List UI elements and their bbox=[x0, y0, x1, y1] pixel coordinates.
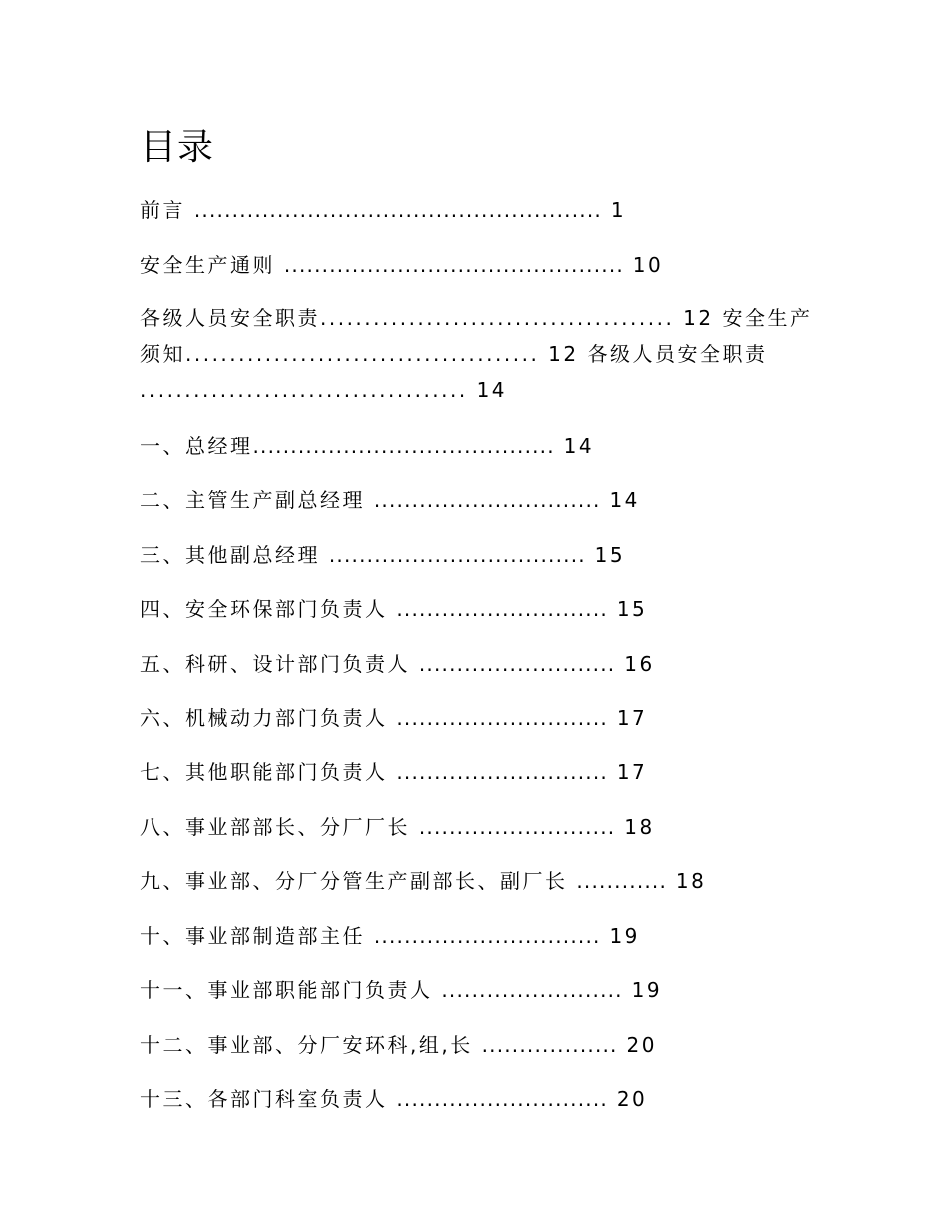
toc-entry bbox=[140, 595, 647, 623]
toc-entry-label: 十三、各部门科室负责人 bbox=[140, 1087, 397, 1111]
toc-merged-line: 各级人员安全职责........................................ 12 安全生产 bbox=[140, 306, 813, 330]
toc-entry bbox=[140, 1031, 657, 1059]
toc-entry bbox=[140, 541, 625, 569]
toc-merged-paragraph bbox=[140, 300, 820, 408]
toc-page-number: 15 bbox=[607, 597, 648, 621]
toc-entry-label: 十、事业部制造部主任 bbox=[140, 924, 374, 948]
toc-page-number: 20 bbox=[607, 1087, 648, 1111]
toc-entry bbox=[140, 813, 655, 841]
toc-entry-label: 一、总经理 bbox=[140, 434, 253, 458]
toc-entry bbox=[140, 650, 655, 678]
toc-leader-dots: ...................................................... bbox=[193, 198, 602, 222]
toc-page-number: 14 bbox=[600, 488, 640, 512]
toc-entry-label: 五、科研、设计部门负责人 bbox=[140, 652, 419, 676]
toc-leader-dots: ............................ bbox=[396, 706, 608, 730]
toc-leader-dots: .................. bbox=[481, 1033, 618, 1057]
toc-entry-label: 安全生产通则 bbox=[140, 253, 284, 277]
toc-page-number: 17 bbox=[607, 760, 648, 784]
toc-leader-dots: ............................ bbox=[396, 760, 608, 784]
toc-page-number: 18 bbox=[615, 815, 655, 839]
toc-entry bbox=[140, 976, 662, 1004]
toc-page-number: 19 bbox=[600, 924, 640, 948]
toc-entry-label: 四、安全环保部门负责人 bbox=[140, 597, 397, 621]
toc-entry bbox=[140, 486, 640, 514]
toc-page-number: 1 bbox=[601, 198, 627, 222]
toc-leader-dots: ............................ bbox=[396, 1087, 608, 1111]
toc-page-number: 18 bbox=[667, 869, 707, 893]
toc-entry bbox=[140, 196, 626, 224]
toc-leader-dots: ............ bbox=[576, 869, 668, 893]
toc-entry-label: 十二、事业部、分厂安环科,组,长 bbox=[140, 1033, 482, 1057]
toc-entry-label: 二、主管生产副总经理 bbox=[140, 488, 374, 512]
toc-leader-dots: ............................................. bbox=[283, 253, 624, 277]
toc-page-number: 20 bbox=[617, 1033, 657, 1057]
toc-leader-dots: .............................. bbox=[373, 924, 601, 948]
toc-merged-line: 须知........................................ 12 各级人员安全职责 bbox=[140, 342, 768, 366]
toc-leader-dots: .......................... bbox=[418, 815, 616, 839]
toc-entry-label: 三、其他副总经理 bbox=[140, 543, 329, 567]
toc-page-number: 16 bbox=[615, 652, 655, 676]
toc-entry-label: 十一、事业部职能部门负责人 bbox=[140, 978, 442, 1002]
toc-entry-label: 八、事业部部长、分厂厂长 bbox=[140, 815, 419, 839]
toc-leader-dots: ........................................ bbox=[252, 434, 555, 458]
toc-page-number: 17 bbox=[607, 706, 648, 730]
toc-entry-label: 六、机械动力部门负责人 bbox=[140, 706, 397, 730]
toc-page-number: 10 bbox=[623, 253, 664, 277]
toc-leader-dots: ............................ bbox=[396, 597, 608, 621]
toc-entry-label: 七、其他职能部门负责人 bbox=[140, 760, 397, 784]
toc-leader-dots: .......................... bbox=[418, 652, 616, 676]
toc-leader-dots: .................................. bbox=[328, 543, 586, 567]
toc-entry bbox=[140, 922, 640, 950]
toc-entry-label: 九、事业部、分厂分管生产副部长、副厂长 bbox=[140, 869, 577, 893]
toc-entry bbox=[140, 867, 706, 895]
toc-entry-label: 前言 bbox=[140, 198, 194, 222]
toc-entry bbox=[140, 432, 594, 460]
toc-entry bbox=[140, 1085, 647, 1113]
toc-entry bbox=[140, 758, 647, 786]
page-title: 目录 bbox=[140, 127, 215, 168]
toc-entry bbox=[140, 704, 647, 732]
toc-page-number: 14 bbox=[554, 434, 595, 458]
toc-entry bbox=[140, 251, 663, 279]
toc-page-number: 19 bbox=[622, 978, 663, 1002]
toc-merged-line: ..................................... 14 bbox=[140, 378, 508, 402]
toc-page-number: 15 bbox=[585, 543, 626, 567]
toc-leader-dots: .............................. bbox=[373, 488, 601, 512]
toc-leader-dots: ........................ bbox=[441, 978, 623, 1002]
